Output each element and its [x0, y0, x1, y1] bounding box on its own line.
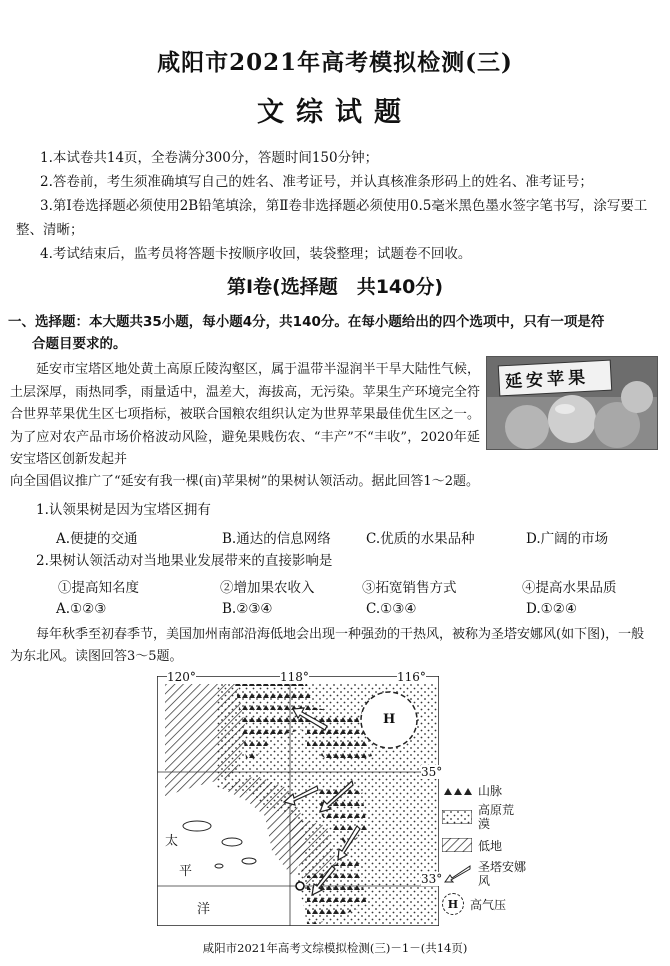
exam-title: 咸阳市2021年高考模拟检测(三)	[157, 49, 513, 76]
legend-label: 高气压	[470, 897, 507, 912]
statement-2: ②增加果农收入	[220, 580, 315, 596]
section-intro-line: 一、选择题：本大题共35小题，每小题4分，共140分。在每小题给出的四个选项中，只有一项是符	[8, 314, 605, 330]
instructions	[16, 146, 656, 266]
section-intro-line: 合题目要求的。	[32, 336, 127, 352]
apple-photo	[486, 356, 658, 450]
option-a: A.便捷的交通	[56, 531, 138, 547]
santa-ana-map	[157, 670, 443, 926]
option-d: D.广阔的市场	[526, 531, 609, 547]
statement-3: ③拓宽销售方式	[362, 580, 457, 596]
legend-label: 山脉	[478, 783, 503, 798]
legend-label: 低地	[478, 838, 503, 853]
question-2-options	[56, 601, 656, 617]
desert-icon	[442, 810, 472, 824]
lowland-icon	[442, 838, 472, 852]
legend-mountain	[442, 780, 562, 800]
section-intro	[8, 311, 658, 355]
high-pressure-label: H	[383, 712, 396, 727]
legend-lowland	[442, 834, 562, 856]
statement-4: ④提高水果品质	[522, 580, 617, 596]
lon-label-120: 120°	[167, 670, 196, 684]
passage-santa-ana: 每年秋季至初春季节，美国加州南部沿海低地会出现一种强劲的干热风，被称为圣塔安娜风(如下图)，一般为东北风。读图回答3～5题。	[10, 627, 645, 664]
legend-wind	[442, 856, 562, 892]
question-2-stem: 2.果树认领活动对当地果业发展带来的直接影响是	[36, 553, 333, 569]
city-marker	[296, 882, 304, 890]
instruction-item: 3.第Ⅰ卷选择题必须使用2B铅笔填涂，第Ⅱ卷非选择题必须使用0.5毫米黑色墨水签字笔书写，涂写要工整、清晰；	[16, 198, 648, 238]
question-2-items	[58, 576, 658, 596]
island	[183, 821, 211, 831]
mountain-icon	[442, 783, 472, 797]
passage-yanan: 延安市宝塔区地处黄土高原丘陵沟壑区，属于温带半湿润半干旱大陆性气候，土层深厚，雨热同季，雨量适中，温差大，海拔高，无污染。苹果生产环境完全符合世界苹果优生区七项指标，被联合国粮农组织认定为世界苹果最佳优生区之一。为了应对农产品市场价格波动风险，避免果贱伤农、“丰产”不“丰收”，2020年延安宝塔区创新发起并	[10, 362, 480, 467]
instruction-item: 1.本试卷共14页，全卷满分300分，答题时间150分钟；	[40, 150, 379, 166]
lon-label-118: 118°	[280, 670, 309, 684]
legend-label: 高原荒漠	[478, 803, 515, 831]
legend-label: 圣塔安娜风	[478, 860, 527, 888]
section-title: 第Ⅰ卷(选择题 共140分)	[226, 276, 444, 298]
high-pressure-icon: H	[442, 893, 464, 915]
question-1-options	[56, 527, 656, 547]
ocean-label: 平	[179, 860, 192, 879]
question-1-stem: 1.认领果树是因为宝塔区拥有	[36, 502, 211, 518]
exam-subject: 文综试题	[257, 97, 413, 128]
island	[222, 838, 242, 846]
wind-arrow-icon	[442, 864, 472, 884]
option-b: B.通达的信息网络	[222, 531, 331, 547]
lat-label-35: 35°	[421, 765, 443, 779]
statement-1: ①提高知名度	[58, 580, 139, 596]
option-d: D.①②④	[526, 601, 577, 617]
option-c: C.①③④	[366, 601, 417, 617]
instruction-item: 4.考试结束后，监考员将答题卡按顺序收回，装袋整理；试题卷不回收。	[40, 246, 472, 262]
lon-label-116: 116°	[397, 670, 426, 684]
instruction-item: 2.答卷前，考生须准确填写自己的姓名、准考证号，并认真核准条形码上的姓名、准考证号；	[40, 174, 593, 190]
island	[215, 864, 223, 868]
map-legend	[442, 780, 562, 916]
legend-high	[442, 892, 562, 916]
option-a: A.①②③	[56, 601, 107, 617]
legend-plateau	[442, 800, 562, 834]
ocean-label: 太	[165, 830, 178, 849]
lat-label-33: 33°	[421, 872, 443, 886]
photo-caption: 延安苹果	[504, 367, 590, 393]
island	[242, 858, 256, 864]
page-footer: 咸阳市2021年高考文综模拟检测(三)－1－(共14页)	[202, 941, 468, 955]
ocean-label: 洋	[197, 898, 210, 917]
passage-yanan-tail: 向全国倡议推广了“延安有我一棵(亩)苹果树”的果树认领活动。据此回答1～2题。	[10, 474, 479, 489]
option-b: B.②③④	[222, 601, 273, 617]
option-c: C.优质的水果品种	[366, 531, 475, 547]
